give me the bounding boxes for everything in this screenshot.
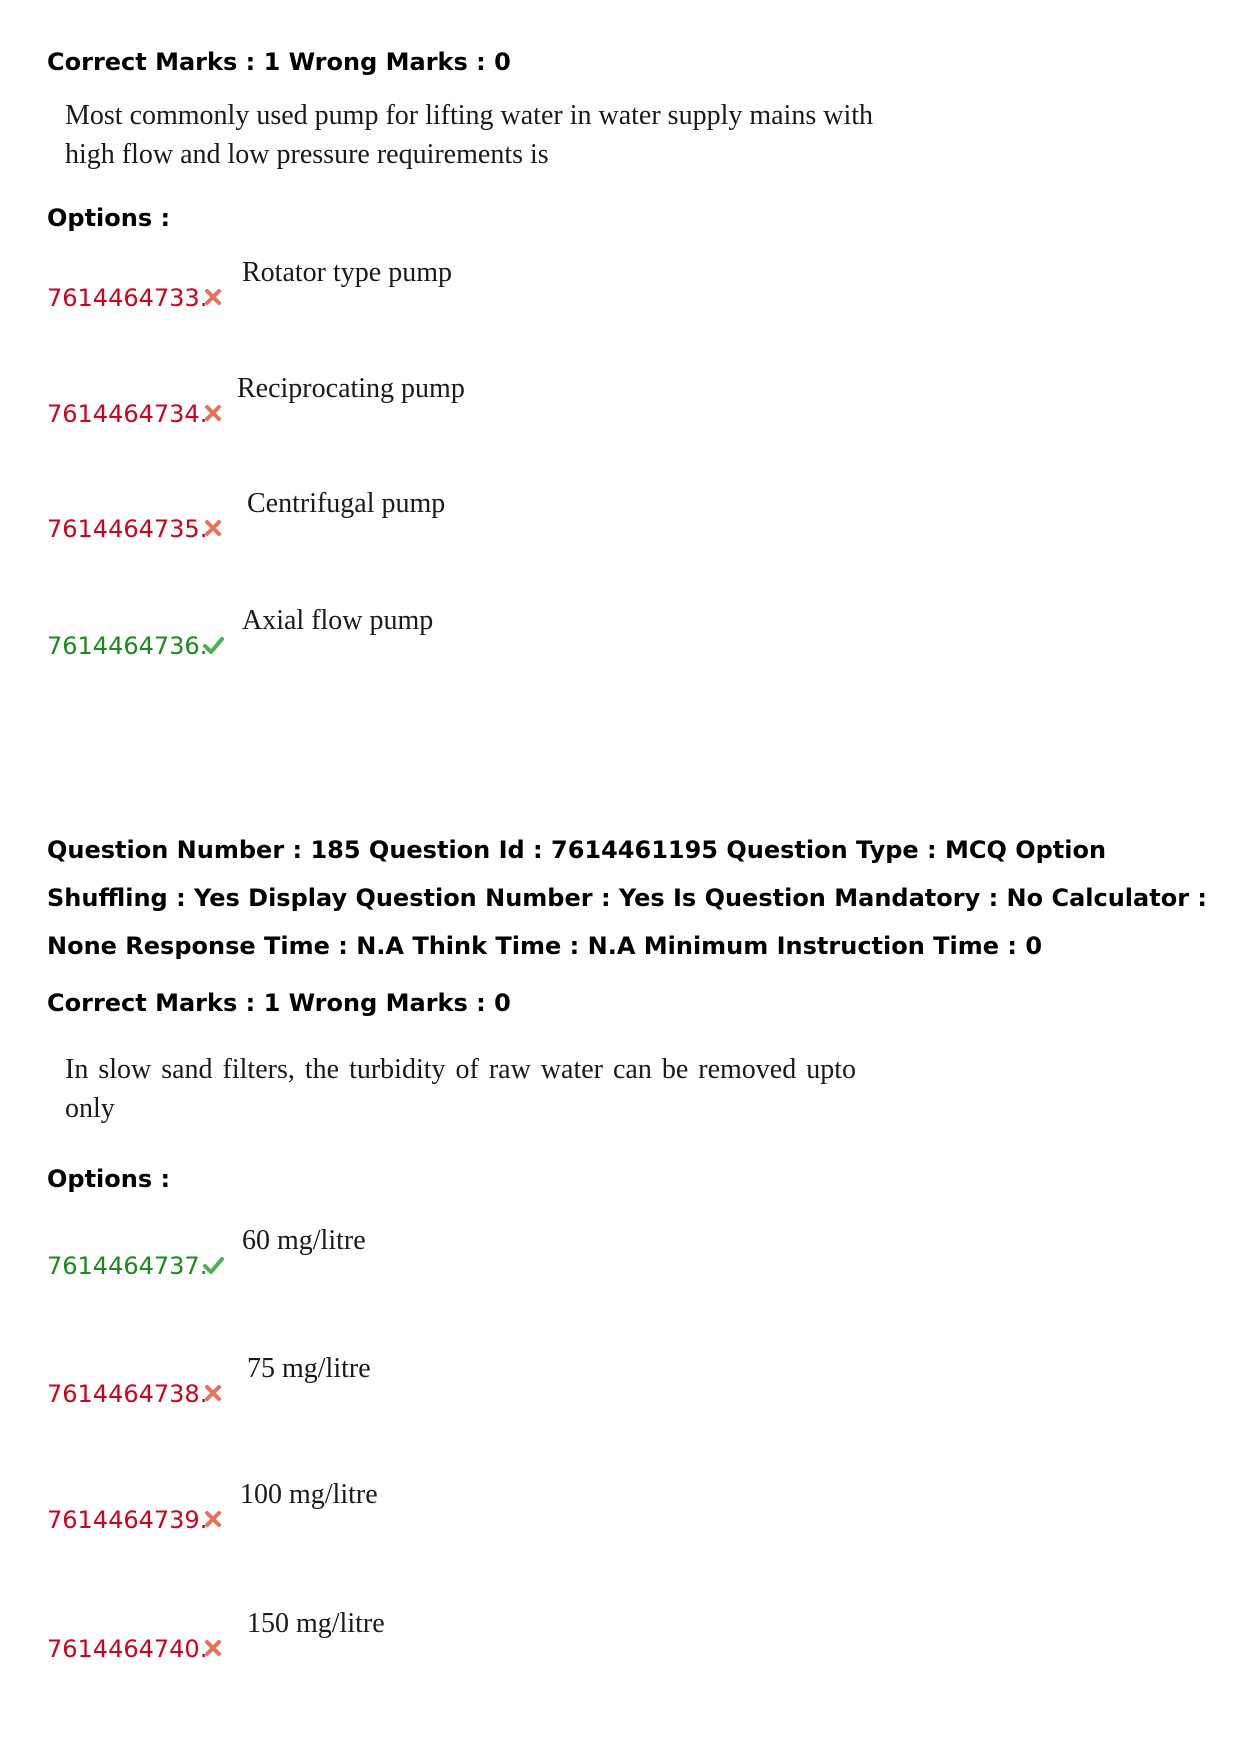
cross-icon [202, 402, 224, 424]
q1-question-line2: high flow and low pressure requirements is [65, 139, 549, 170]
q1-question-line1: Most commonly used pump for lifting water in water supply mains with [65, 100, 874, 131]
check-icon [202, 634, 224, 656]
q1-question-text [65, 96, 873, 174]
cross-icon [202, 1637, 224, 1659]
q2-question-line2: only [65, 1093, 115, 1124]
option-text: Axial flow pump [242, 605, 434, 636]
option-id: 7614464738. [47, 1380, 208, 1408]
option-id: 7614464736. [47, 632, 208, 660]
option-id: 7614464733. [47, 284, 208, 312]
q1-option-1 [47, 256, 847, 316]
cross-icon [202, 517, 224, 539]
q2-meta-info: Question Number : 185 Question Id : 7614461195 Question Type : MCQ Option Shuffling : Yes Display Question Number : Yes Is Question Mandatory : No Calculator : None Response Time : N.A Think Time : N.A Minimum Instruction Time : 0 [47, 836, 1207, 960]
option-text: Reciprocating pump [237, 373, 465, 404]
q2-question-line1: In slow sand filters, the turbidity of raw water can be removed upto [65, 1054, 857, 1085]
option-text: 150 mg/litre [247, 1608, 385, 1639]
q1-option-3 [47, 487, 847, 547]
option-id: 7614464737. [47, 1252, 208, 1280]
q1-options-label: Options : [47, 204, 171, 232]
option-id: 7614464739. [47, 1506, 208, 1534]
cross-icon [202, 286, 224, 308]
q2-option-2 [47, 1352, 847, 1412]
q2-marks-line: Correct Marks : 1 Wrong Marks : 0 [47, 989, 511, 1017]
q2-option-3 [47, 1478, 847, 1538]
q2-question-text [65, 1050, 865, 1128]
option-id: 7614464734. [47, 400, 208, 428]
q1-option-4 [47, 604, 847, 664]
cross-icon [202, 1382, 224, 1404]
q2-options-label: Options : [47, 1165, 171, 1193]
option-text: 100 mg/litre [240, 1479, 378, 1510]
q2-option-1 [47, 1224, 847, 1284]
q1-option-2 [47, 372, 847, 432]
option-id: 7614464735. [47, 515, 208, 543]
option-text: Rotator type pump [242, 257, 452, 288]
check-icon [202, 1254, 224, 1276]
option-id: 7614464740. [47, 1635, 208, 1663]
option-text: Centrifugal pump [247, 488, 446, 519]
option-text: 75 mg/litre [247, 1353, 371, 1384]
q2-option-4 [47, 1607, 847, 1667]
q1-marks-line: Correct Marks : 1 Wrong Marks : 0 [47, 48, 511, 76]
cross-icon [202, 1508, 224, 1530]
option-text: 60 mg/litre [242, 1225, 366, 1256]
